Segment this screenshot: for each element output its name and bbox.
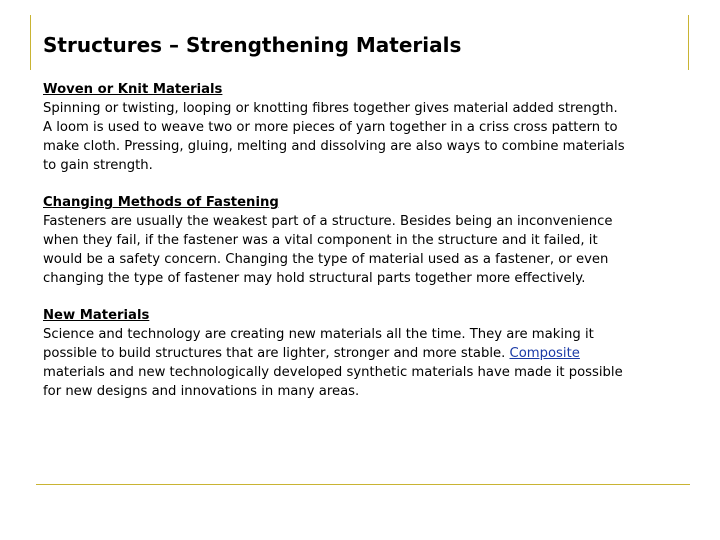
paragraph-line: to gain strength. <box>43 158 153 173</box>
paragraph-line: Science and technology are creating new materials all the time. They are making it <box>43 327 594 342</box>
paragraph-line: make cloth. Pressing, gluing, melting and dissolving are also ways to combine materials <box>43 139 625 154</box>
paragraph-line: changing the type of fastener may hold structural parts together more effectively. <box>43 271 586 286</box>
section-new-materials <box>43 306 683 401</box>
decorative-rule-right <box>688 15 689 70</box>
paragraph-line <box>43 344 683 363</box>
section-heading: Changing Methods of Fastening <box>43 195 279 210</box>
paragraph-line: would be a safety concern. Changing the type of material used as a fastener, or even <box>43 252 609 267</box>
decorative-rule-left <box>30 15 31 70</box>
section-heading: Woven or Knit Materials <box>43 82 223 97</box>
section-woven-knit <box>43 80 683 175</box>
paragraph-line: A loom is used to weave two or more pieces of yarn together in a criss cross pattern to <box>43 120 618 135</box>
paragraph-text: possible to build structures that are lighter, stronger and more stable. <box>43 346 510 361</box>
paragraph-line: materials and new technologically developed synthetic materials have made it possible <box>43 365 623 380</box>
slide-content <box>43 30 683 419</box>
paragraph-line: when they fail, if the fastener was a vital component in the structure and it failed, it <box>43 233 598 248</box>
paragraph-line: Spinning or twisting, looping or knotting fibres together gives material added strength. <box>43 101 618 116</box>
decorative-rule-bottom <box>36 484 690 485</box>
paragraph-line: Fasteners are usually the weakest part of a structure. Besides being an inconvenience <box>43 214 613 229</box>
section-heading: New Materials <box>43 308 150 323</box>
section-fastening <box>43 193 683 288</box>
composite-link[interactable]: Composite <box>509 346 580 361</box>
paragraph-line: for new designs and innovations in many areas. <box>43 384 360 399</box>
slide-title: Structures – Strengthening Materials <box>43 33 462 57</box>
